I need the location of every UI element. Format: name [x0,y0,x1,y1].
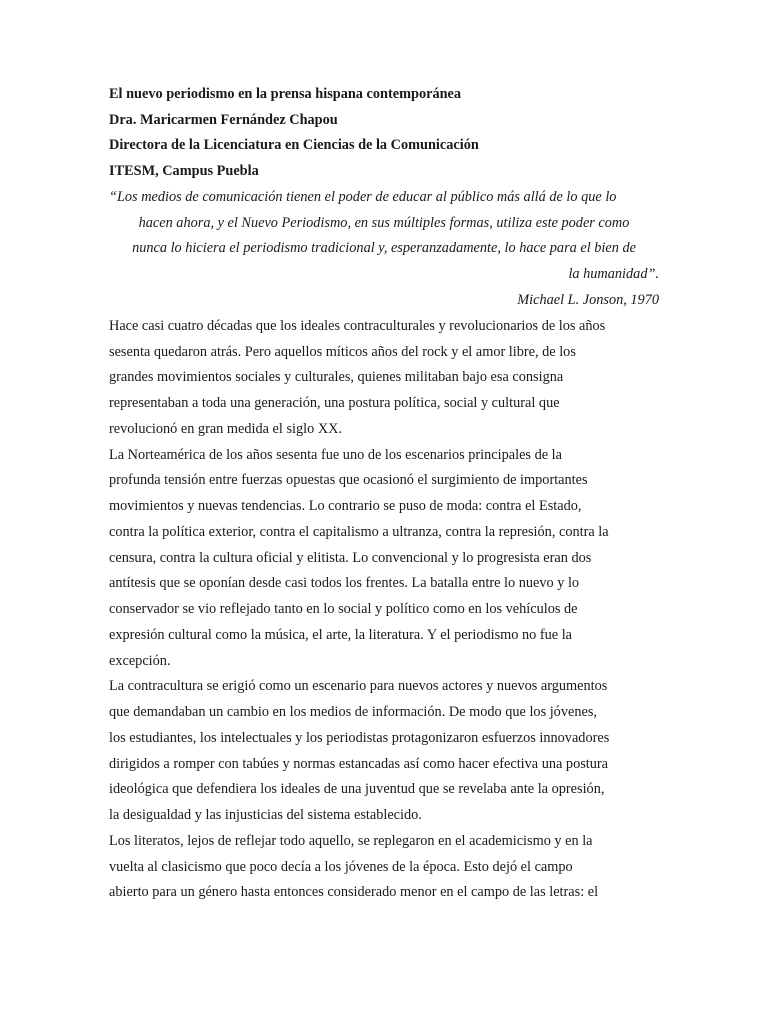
paragraph-line: contra la política exterior, contra el capitalismo a ultranza, contra la represión, contra la [109,523,609,540]
paragraph-line: antítesis que se oponían desde casi todos los frentes. La batalla entre lo nuevo y lo [109,575,580,592]
author-name: Dra. Maricarmen Fernández Chapou [109,111,338,128]
paragraph-line: los estudiantes, los intelectuales y los periodistas protagonizaron esfuerzos innovadores [109,729,610,746]
epigraph-line: la humanidad”. [568,266,659,283]
paragraph-line: revolucionó en gran medida el siglo XX. [109,420,343,437]
paragraph-line: que demandaban un cambio en los medios de información. De modo que los jóvenes, [109,704,597,721]
author-institution: ITESM, Campus Puebla [109,163,259,180]
epigraph-quote [109,185,659,314]
document-title: El nuevo periodismo en la prensa hispana contemporánea [109,86,462,102]
paragraph-line: Hace casi cuatro décadas que los ideales contraculturales y revolucionarios de los años [109,317,606,334]
paragraph-line: Los literatos, lejos de reflejar todo aquello, se replegaron en el academicismo y en la [109,832,593,849]
body-paragraph [109,443,659,675]
paragraph-line: dirigidos a romper con tabúes y normas estancadas así como hacer efectiva una postura [109,755,609,772]
paragraph-line: grandes movimientos sociales y culturales, quienes militaban bajo esa consigna [109,369,564,386]
body-paragraph [109,674,659,829]
paragraph-line: representaban a toda una generación, una postura política, social y cultural que [109,395,560,412]
body-paragraph [109,829,659,906]
epigraph-line: “Los medios de comunicación tienen el poder de educar al público más allá de lo que lo [109,188,617,205]
paragraph-line: sesenta quedaron atrás. Pero aquellos míticos años del rock y el amor libre, de los [109,343,576,360]
author-role: Directora de la Licenciatura en Ciencias de la Comunicación [109,137,479,154]
epigraph-attribution: Michael L. Jonson, 1970 [517,292,659,308]
body-paragraph [109,314,659,443]
paragraph-line: La contracultura se erigió como un escenario para nuevos actores y nuevos argumentos [109,678,608,695]
paragraph-line: vuelta al clasicismo que poco decía a los jóvenes de la época. Esto dejó el campo [109,858,573,875]
paragraph-line: movimientos y nuevas tendencias. Lo contrario se puso de moda: contra el Estado, [109,498,582,515]
paragraph-line: expresión cultural como la música, el arte, la literatura. Y el periodismo no fue la [109,626,573,643]
epigraph-line: hacen ahora, y el Nuevo Periodismo, en sus múltiples formas, utiliza este poder como [138,214,630,231]
paragraph-line: excepción. [109,652,171,669]
document-page [109,82,659,906]
paragraph-line: abierto para un género hasta entonces considerado menor en el campo de las letras: el [109,884,599,901]
paragraph-line: la desigualdad y las injusticias del sistema establecido. [109,807,422,824]
paragraph-line: La Norteamérica de los años sesenta fue uno de los escenarios principales de la [109,446,562,463]
paragraph-line: censura, contra la cultura oficial y elitista. Lo convencional y lo progresista eran dos [109,549,592,566]
paragraph-line: ideológica que defendiera los ideales de una juventud que se revelaba ante la opresión, [109,781,605,798]
paragraph-line: profunda tensión entre fuerzas opuestas que ocasionó el surgimiento de importantes [109,472,588,489]
epigraph-line: nunca lo hiciera el periodismo tradicional y, esperanzadamente, lo hace para el bien de [132,240,636,257]
paragraph-line: conservador se vio reflejado tanto en lo social y político como en los vehículos de [109,601,578,618]
